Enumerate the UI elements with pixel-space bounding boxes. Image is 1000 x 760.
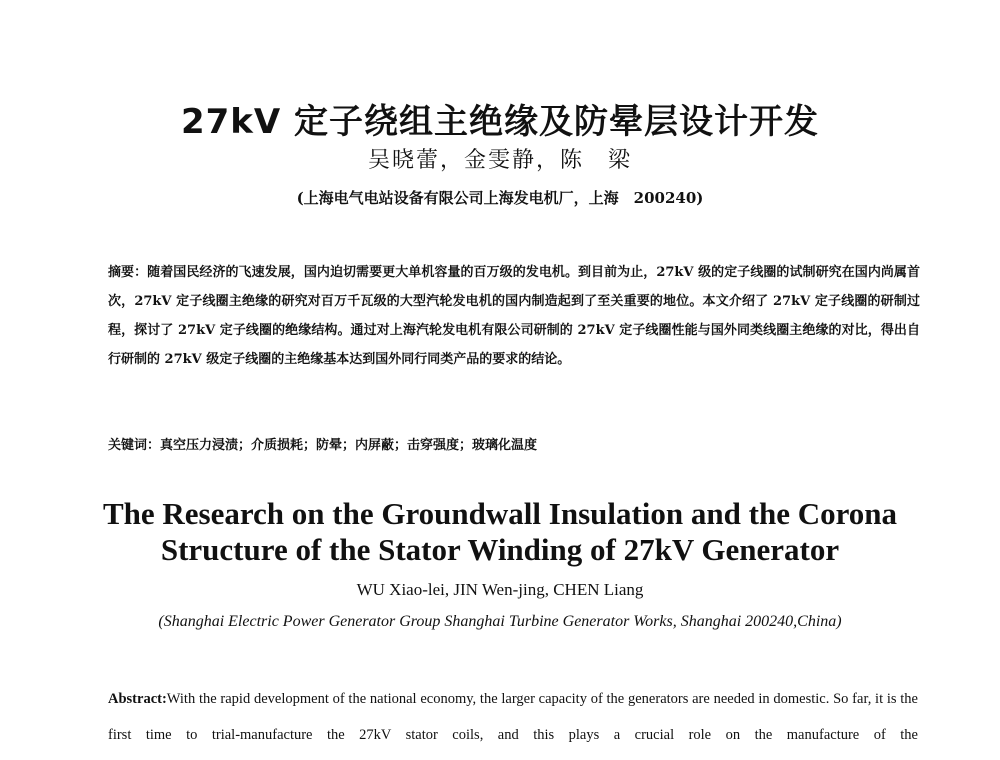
chinese-keywords (108, 434, 920, 458)
english-abstract-text: With the rapid development of the national economy, the larger capacity of the generators are needed in domestic. So far, it is the first time to trial-manufacture the 27kV stator coils, and this plays a crucial role on the manufacture of the (108, 691, 918, 743)
chinese-affiliation: (上海电气电站设备有限公司上海发电机厂，上海 200240) (296, 189, 704, 207)
english-abstract (108, 681, 918, 753)
chinese-abstract (108, 258, 920, 374)
english-title: The Research on the Groundwall Insulation and the Corona Structure of the Stator Winding of 27kV Generator (102, 496, 898, 567)
chinese-keywords-text: 真空压力浸渍；介质损耗；防晕；内屏蔽；击穿强度；玻璃化温度 (160, 438, 538, 453)
chinese-abstract-text: 随着国民经济的飞速发展，国内迫切需要更大单机容量的百万级的发电机。到目前为止，27kV 级的定子线圈的试制研究在国内尚属首次，27kV 定子线圈主绝缘的研究对百万千瓦级的大型汽轮发电机的国内制造起到了至关重要的地位。本文介绍了 27kV 定子线圈的研制过程，探讨了 27kV 定子线圈的绝缘结构。通过对上海汽轮发电机有限公司研制的 27kV 定子线圈性能与国外同类线圈主绝缘的对比，得出自行研制的 27kV 级定子线圈的主绝缘基本达到国外同行同类产品的要求的结论。 (108, 265, 920, 367)
english-authors: WU Xiao-lei, JIN Wen-jing, CHEN Liang (356, 580, 644, 599)
chinese-abstract-label: 摘要： (108, 265, 148, 280)
chinese-keywords-label: 关键词： (108, 438, 161, 453)
english-abstract-label: Abstract: (108, 691, 167, 707)
chinese-authors: 吴晓蕾，金雯静，陈 梁 (367, 148, 632, 173)
english-affiliation: (Shanghai Electric Power Generator Group Shanghai Turbine Generator Works, Shanghai 200240,China) (158, 613, 842, 630)
chinese-title: 27kV 定子绕组主绝缘及防晕层设计开发 (180, 102, 820, 142)
